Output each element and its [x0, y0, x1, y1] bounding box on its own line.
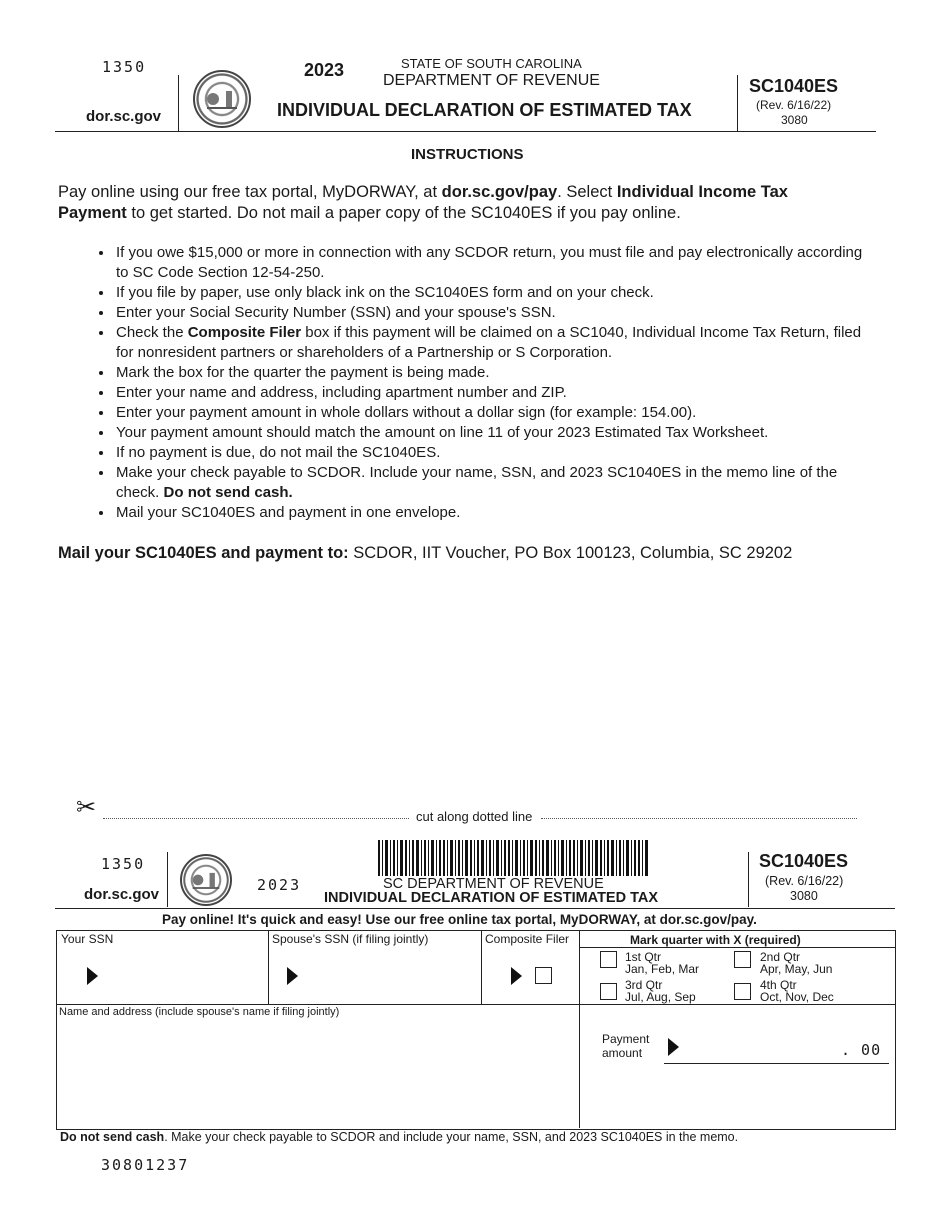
header-divider: [178, 75, 179, 132]
state-seal-icon: [193, 70, 251, 128]
q3-checkbox[interactable]: [600, 983, 617, 1000]
form-number: 3080: [781, 113, 808, 127]
footer-bold: Do not send cash: [60, 1130, 165, 1144]
q4-months: Oct, Nov, Dec: [760, 990, 834, 1004]
voucher-form-number: 3080: [790, 889, 818, 903]
cut-line-label: cut along dotted line: [416, 809, 533, 824]
voucher-revision: (Rev. 6/16/22): [765, 874, 844, 888]
voucher-header-rule: [55, 908, 895, 909]
agency-line-1: STATE OF SOUTH CAROLINA: [401, 56, 582, 71]
list-item: • Enter your Social Security Number (SSN) and your spouse's SSN.: [114, 303, 878, 323]
arrow-icon: [87, 967, 98, 985]
voucher-form-id: SC1040ES: [759, 851, 849, 871]
payment-underline: [664, 1063, 889, 1064]
header-rule: [55, 131, 876, 132]
q4-label: [760, 979, 834, 1003]
intro-bold: Individual Income Tax Payment: [58, 183, 788, 222]
list-item: • Mark the box for the quarter the payment is being made.: [114, 363, 878, 383]
state-seal-icon: [180, 854, 232, 906]
list-item: • Enter your payment amount in whole dollars without a dollar sign (for example: 154.00).: [114, 403, 878, 423]
q2-months: Apr, May, Jun: [760, 962, 833, 976]
voucher-footer: [60, 1130, 738, 1144]
list-text: Make your check payable to SCDOR. Include your name, SSN, and 2023 SC1040ES in the memo line of the check.: [116, 464, 838, 501]
payment-amount-input[interactable]: [686, 1036, 836, 1062]
header-divider-right: [737, 75, 738, 132]
payment-label-line-2: amount: [602, 1046, 643, 1060]
instructions-list: [58, 243, 878, 523]
instructions-heading: INSTRUCTIONS: [411, 146, 524, 163]
form-revision: (Rev. 6/16/22): [756, 98, 832, 112]
name-address-input[interactable]: [60, 1022, 572, 1122]
arrow-icon: [668, 1038, 679, 1056]
agency-line-2: DEPARTMENT OF REVENUE: [383, 72, 600, 89]
payment-label-line-1: Payment: [602, 1032, 650, 1046]
form-code: 1350: [102, 58, 147, 76]
quarter-header-rule: [579, 947, 895, 948]
list-item: • Mail your SC1040ES and payment in one envelope.: [114, 503, 878, 523]
voucher-divider: [167, 852, 168, 907]
arrow-icon: [511, 967, 522, 985]
q4-checkbox[interactable]: [734, 983, 751, 1000]
q1-months: Jan, Feb, Mar: [625, 962, 700, 976]
list-bold: Do not send cash.: [163, 484, 293, 501]
your-ssn-label: Your SSN: [61, 932, 114, 946]
name-address-label: Name and address (include spouse's name if filing jointly): [59, 1006, 340, 1018]
list-item: • If you owe $15,000 or more in connection with any SCDOR return, you must file and pay electronically according to SC Code Section 12-54-250.: [114, 243, 878, 283]
header-year: 2023: [304, 60, 345, 80]
list-item: • Your payment amount should match the amount on line 11 of your 2023 Estimated Tax Worksheet.: [114, 423, 878, 443]
voucher-title: INDIVIDUAL DECLARATION OF ESTIMATED TAX: [324, 890, 659, 906]
q1-name: 1st Qtr: [625, 950, 662, 964]
form-id: SC1040ES: [749, 76, 839, 96]
intro-text-1: Pay online using our free tax portal, MyDORWAY, at: [58, 183, 442, 201]
spouse-ssn-input[interactable]: [304, 958, 474, 994]
col-divider-1: [268, 930, 269, 1004]
list-text: Check the: [116, 324, 188, 341]
q2-checkbox[interactable]: [734, 951, 751, 968]
col-divider-3: [579, 930, 580, 1128]
scan-code: 30801237: [101, 1156, 190, 1174]
mark-quarter-label: Mark quarter with X (required): [630, 933, 801, 947]
form-title: INDIVIDUAL DECLARATION OF ESTIMATED TAX: [277, 100, 692, 120]
q4-name: 4th Qtr: [760, 978, 797, 992]
voucher-id-divider: [748, 852, 749, 907]
q1-label: [625, 951, 699, 975]
q2-name: 2nd Qtr: [760, 950, 801, 964]
q3-name: 3rd Qtr: [625, 978, 663, 992]
payment-cents: . 00: [841, 1041, 882, 1059]
q2-label: [760, 951, 832, 975]
list-item: • If you file by paper, use only black ink on the SC1040ES form and on your check.: [114, 283, 878, 303]
col-divider-2: [481, 930, 482, 1004]
scissors-icon: ✂: [76, 794, 97, 821]
list-text: box if this payment will be claimed on a SC1040, Individual Income Tax Return, filed for nonresident partners or shareholders of a Partnership or S Corporation.: [116, 324, 862, 361]
composite-filer-label: Composite Filer: [485, 932, 570, 946]
row-divider-right: [579, 1004, 895, 1005]
voucher-website: dor.sc.gov: [84, 886, 160, 903]
intro-link[interactable]: dor.sc.gov/pay: [441, 183, 558, 201]
composite-filer-checkbox[interactable]: [535, 967, 552, 984]
dotted-line-right: [541, 818, 857, 819]
website-label: dor.sc.gov: [86, 108, 162, 125]
list-item: • If no payment is due, do not mail the SC1040ES.: [114, 443, 878, 463]
instructions-intro: [58, 182, 848, 224]
list-item: [114, 323, 878, 363]
pay-online-banner: Pay online! It's quick and easy! Use our free online tax portal, MyDORWAY, at dor.sc.gov/pay.: [162, 912, 757, 927]
arrow-icon: [287, 967, 298, 985]
barcode: [378, 840, 648, 876]
dotted-line-left: [103, 818, 409, 819]
mail-to-address: SCDOR, IIT Voucher, PO Box 100123, Columbia, SC 29202: [348, 544, 793, 562]
q1-checkbox[interactable]: [600, 951, 617, 968]
intro-text-2: . Select: [557, 183, 617, 201]
intro-text-3: to get started. Do not mail a paper copy of the SC1040ES if you pay online.: [126, 204, 681, 222]
payment-amount-label: [602, 1032, 649, 1060]
row-divider-left: [56, 1004, 579, 1005]
mail-to-label: Mail your SC1040ES and payment to:: [58, 544, 349, 562]
voucher-agency: SC DEPARTMENT OF REVENUE: [383, 876, 604, 892]
q3-label: [625, 979, 696, 1003]
voucher-year: 2023: [257, 876, 302, 894]
your-ssn-input[interactable]: [104, 958, 262, 994]
voucher-code: 1350: [101, 855, 146, 873]
list-bold: Composite Filer: [187, 324, 302, 341]
list-item: [114, 463, 878, 503]
q3-months: Jul, Aug, Sep: [625, 990, 696, 1004]
footer-text: . Make your check payable to SCDOR and include your name, SSN, and 2023 SC1040ES in the memo.: [164, 1130, 739, 1144]
list-item: • Enter your name and address, including apartment number and ZIP.: [114, 383, 878, 403]
mail-to-line: [58, 544, 792, 563]
spouse-ssn-label: Spouse's SSN (if filing jointly): [272, 932, 429, 946]
